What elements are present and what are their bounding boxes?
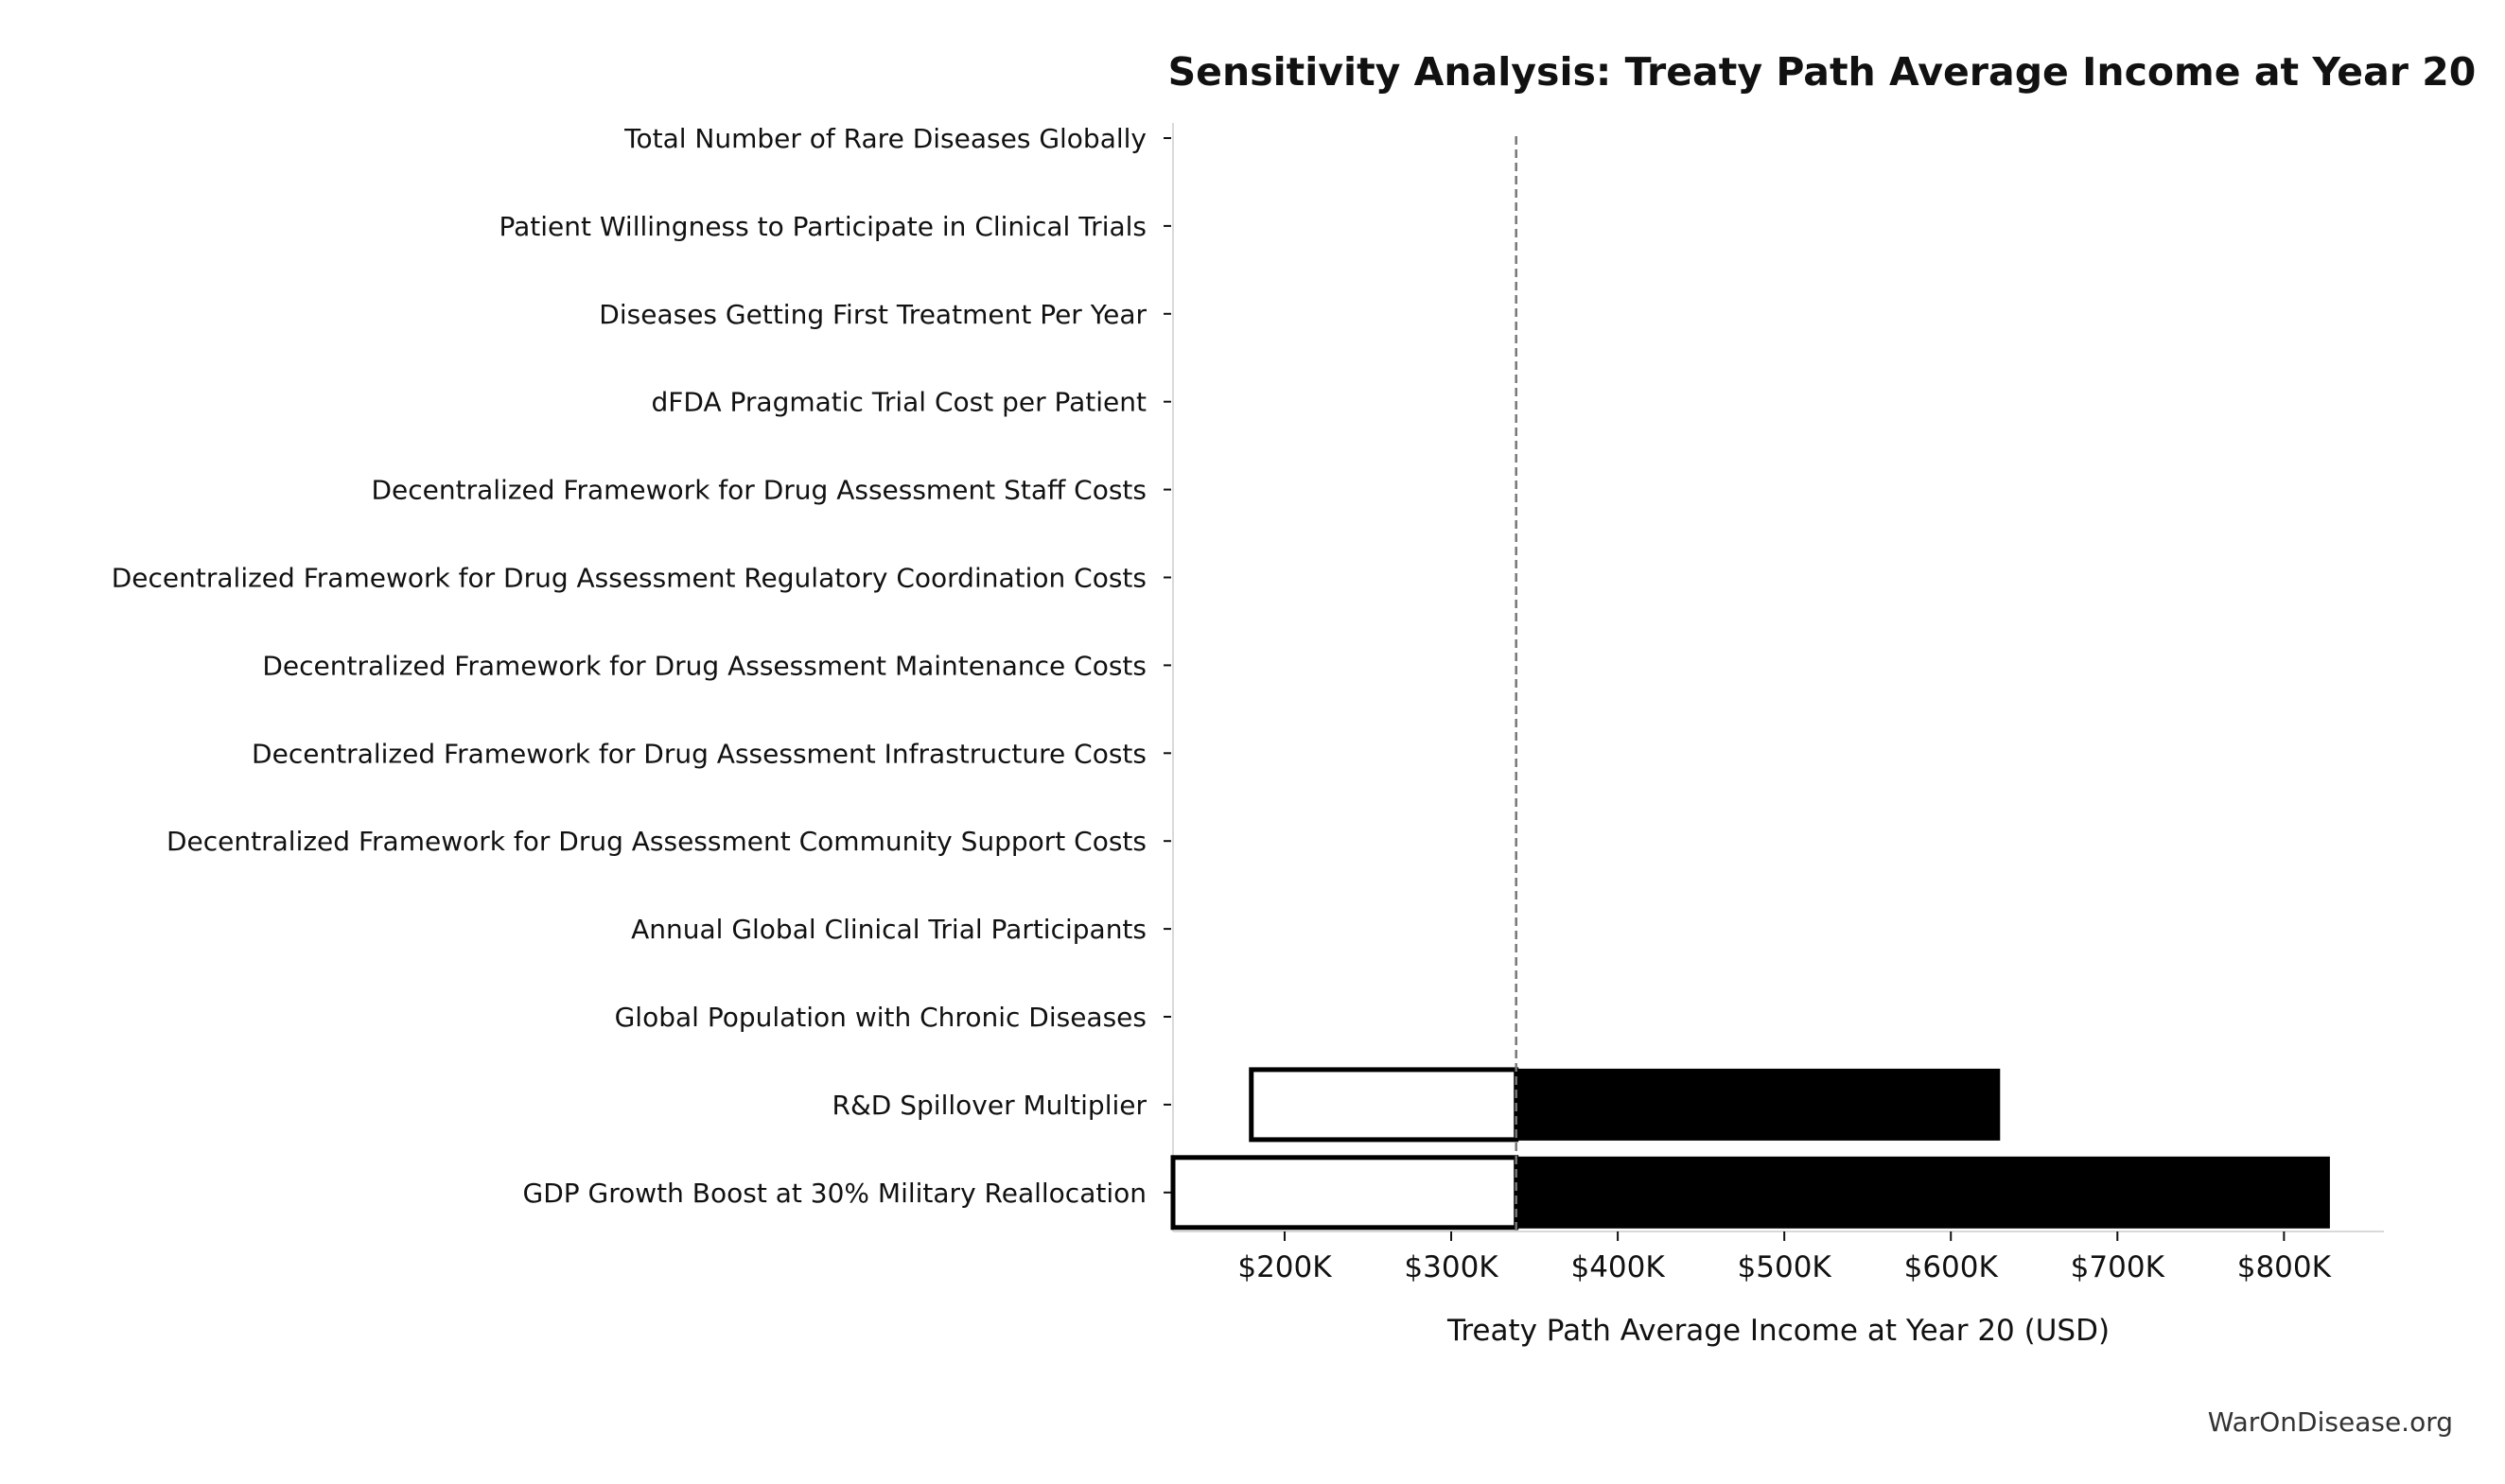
high-bar xyxy=(1516,1070,2000,1140)
x-tick-label: $700K xyxy=(2070,1250,2164,1284)
category-label: R&D Spillover Multiplier xyxy=(832,1089,1147,1121)
chart-title: Sensitivity Analysis: Treaty Path Average Income at Year 20 xyxy=(1167,49,2477,95)
category-label: Patient Willingness to Participate in Clinical Trials xyxy=(499,210,1147,242)
x-axis-label: Treaty Path Average Income at Year 20 (USD) xyxy=(1446,1314,2111,1348)
x-tick-label: $800K xyxy=(2236,1250,2331,1284)
category-label: Decentralized Framework for Drug Assessment Community Support Costs xyxy=(166,826,1147,858)
plot-area xyxy=(112,123,2384,1284)
category-label: Diseases Getting First Treatment Per Year xyxy=(599,298,1147,330)
high-bar xyxy=(1516,1158,2329,1228)
low-bar xyxy=(1252,1070,1516,1140)
x-tick-label: $600K xyxy=(1903,1250,1998,1284)
category-label: Decentralized Framework for Drug Assessment Regulatory Coordination Costs xyxy=(111,562,1147,594)
x-tick-label: $200K xyxy=(1237,1250,1332,1284)
x-tick-label: $500K xyxy=(1737,1250,1831,1284)
x-tick-label: $300K xyxy=(1404,1250,1498,1284)
category-label: Decentralized Framework for Drug Assessment Maintenance Costs xyxy=(262,650,1147,682)
category-label: dFDA Pragmatic Trial Cost per Patient xyxy=(651,386,1147,418)
x-tick-label: $400K xyxy=(1570,1250,1665,1284)
category-label: Total Number of Rare Diseases Globally xyxy=(624,123,1147,154)
low-bar xyxy=(1173,1158,1516,1228)
category-label: Decentralized Framework for Drug Assessment Infrastructure Costs xyxy=(252,738,1147,770)
category-label: GDP Growth Boost at 30% Military Reallocation xyxy=(522,1177,1147,1209)
category-label: Annual Global Clinical Trial Participants xyxy=(631,914,1147,946)
watermark: WarOnDisease.org xyxy=(2207,1406,2453,1438)
category-label: Decentralized Framework for Drug Assessment Staff Costs xyxy=(371,474,1147,506)
category-label: Global Population with Chronic Diseases xyxy=(614,1002,1147,1033)
